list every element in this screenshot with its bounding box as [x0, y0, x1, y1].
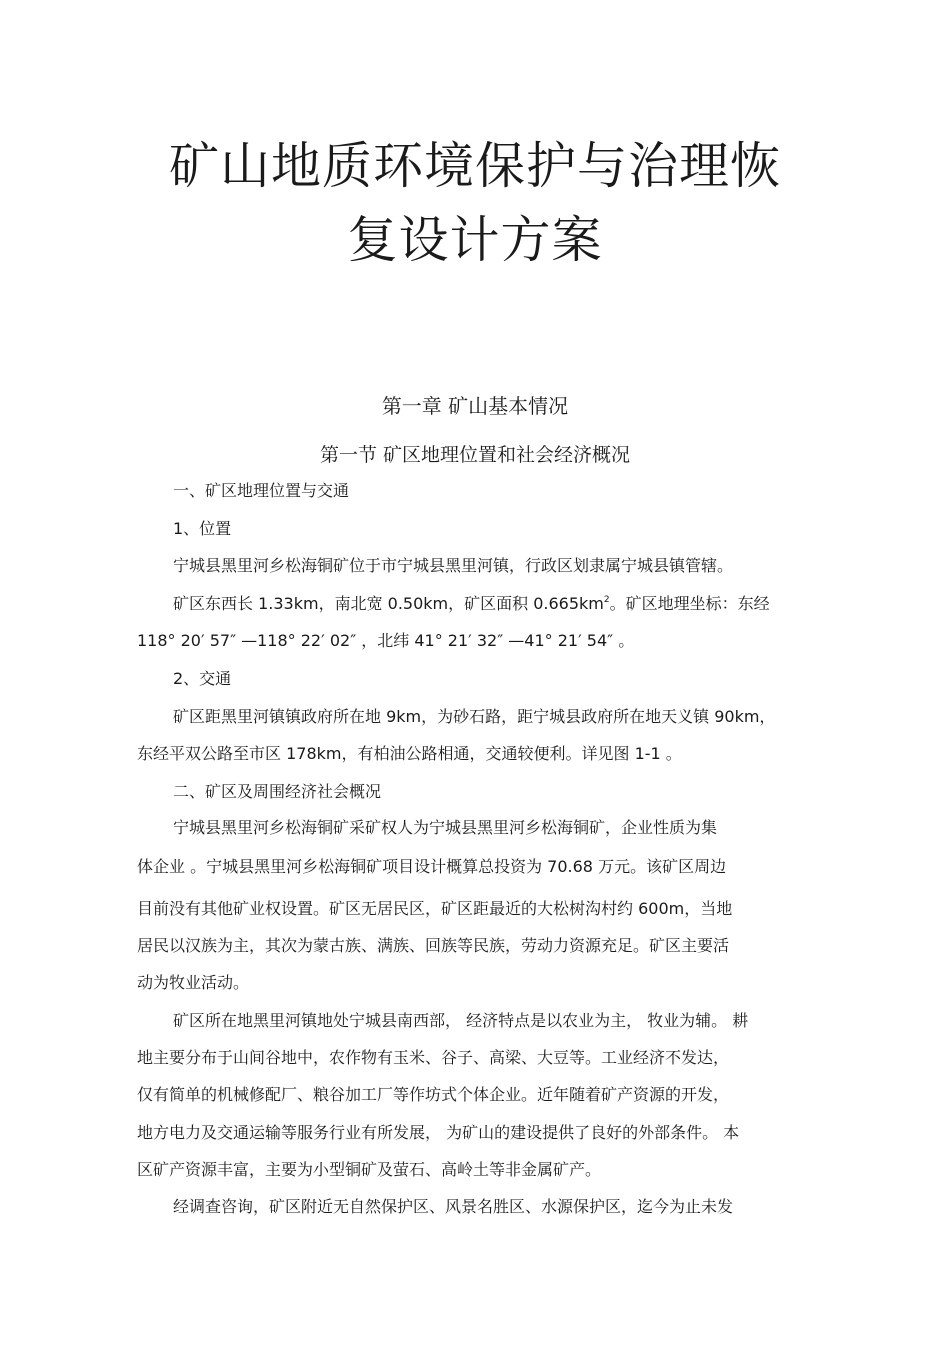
paragraph-region-line4: 地方电力及交通运输等服务行业有所发展， 为矿山的建设提供了良好的外部条件。 本 — [137, 1123, 740, 1142]
paragraph-economy-line2: 体企业 。宁城县黑里河乡松海铜矿项目设计概算总投资为 70.68 万元。该矿区周边 — [137, 857, 727, 876]
subheading-location: 1、位置 — [173, 519, 232, 538]
chapter-heading: 第一章 矿山基本情况 — [381, 394, 569, 418]
paragraph-location: 宁城县黑里河乡松海铜矿位于市宁城县黑里河镇，行政区划隶属宁城县镇管辖。 — [173, 556, 734, 575]
area-superscript: 2 — [603, 595, 610, 605]
paragraph-economy-line1: 宁城县黑里河乡松海铜矿采矿权人为宁城县黑里河乡松海铜矿，企业性质为集 — [173, 818, 718, 837]
paragraph-region-line5: 区矿产资源丰富，主要为小型铜矿及萤石、高岭土等非金属矿产。 — [137, 1160, 602, 1179]
paragraph-area-line2: 118° 20′ 57″ —118° 22′ 02″ ，北纬 41° 21′ 32″ —41° 21′ 54″ 。 — [137, 631, 635, 650]
paragraph-region-line1: 矿区所在地黑里河镇地处宁城县南西部， 经济特点是以农业为主， 牧业为辅。 耕 — [173, 1011, 749, 1030]
paragraph-economy-line3: 目前没有其他矿业权设置。矿区无居民区，矿区距最近的大松树沟村约 600m，当地 — [137, 899, 733, 918]
document-title-line1: 矿山地质环境保护与治理恢 — [169, 137, 781, 195]
area-text-tail: 。矿区地理坐标：东经 — [609, 594, 770, 613]
paragraph-transport-line1: 矿区距黑里河镇镇政府所在地 9km，为砂石路，距宁城县政府所在地天义镇 90km， — [173, 707, 776, 726]
paragraph-transport-line2: 东经平双公路至市区 178km，有柏油公路相通，交通较便利。详见图 1-1 。 — [137, 744, 682, 763]
subheading-economy: 二、矿区及周围经济社会概况 — [173, 782, 382, 801]
paragraph-economy-line5: 动为牧业活动。 — [137, 973, 250, 992]
paragraph-economy-line4: 居民以汉族为主，其次为蒙古族、满族、回族等民族，劳动力资源充足。矿区主要活 — [137, 936, 730, 955]
paragraph-area-line1 — [173, 594, 770, 614]
subheading-location-transport: 一、矿区地理位置与交通 — [173, 481, 350, 500]
paragraph-region-line2: 地主要分布于山间谷地中，农作物有玉米、谷子、高梁、大豆等。工业经济不发达， — [137, 1048, 730, 1067]
paragraph-survey-line1: 经调查咨询，矿区附近无自然保护区、风景名胜区、水源保护区，迄今为止未发 — [173, 1197, 734, 1216]
subheading-transport: 2、交通 — [173, 669, 232, 688]
document-title-line2: 复设计方案 — [347, 211, 603, 269]
section-heading: 第一节 矿区地理位置和社会经济概况 — [319, 444, 631, 466]
paragraph-region-line3: 仅有简单的机械修配厂、粮谷加工厂等作坊式个体企业。近年随着矿产资源的开发， — [137, 1085, 730, 1104]
area-text: 矿区东西长 1.33km，南北宽 0.50km，矿区面积 0.665km — [173, 594, 604, 613]
